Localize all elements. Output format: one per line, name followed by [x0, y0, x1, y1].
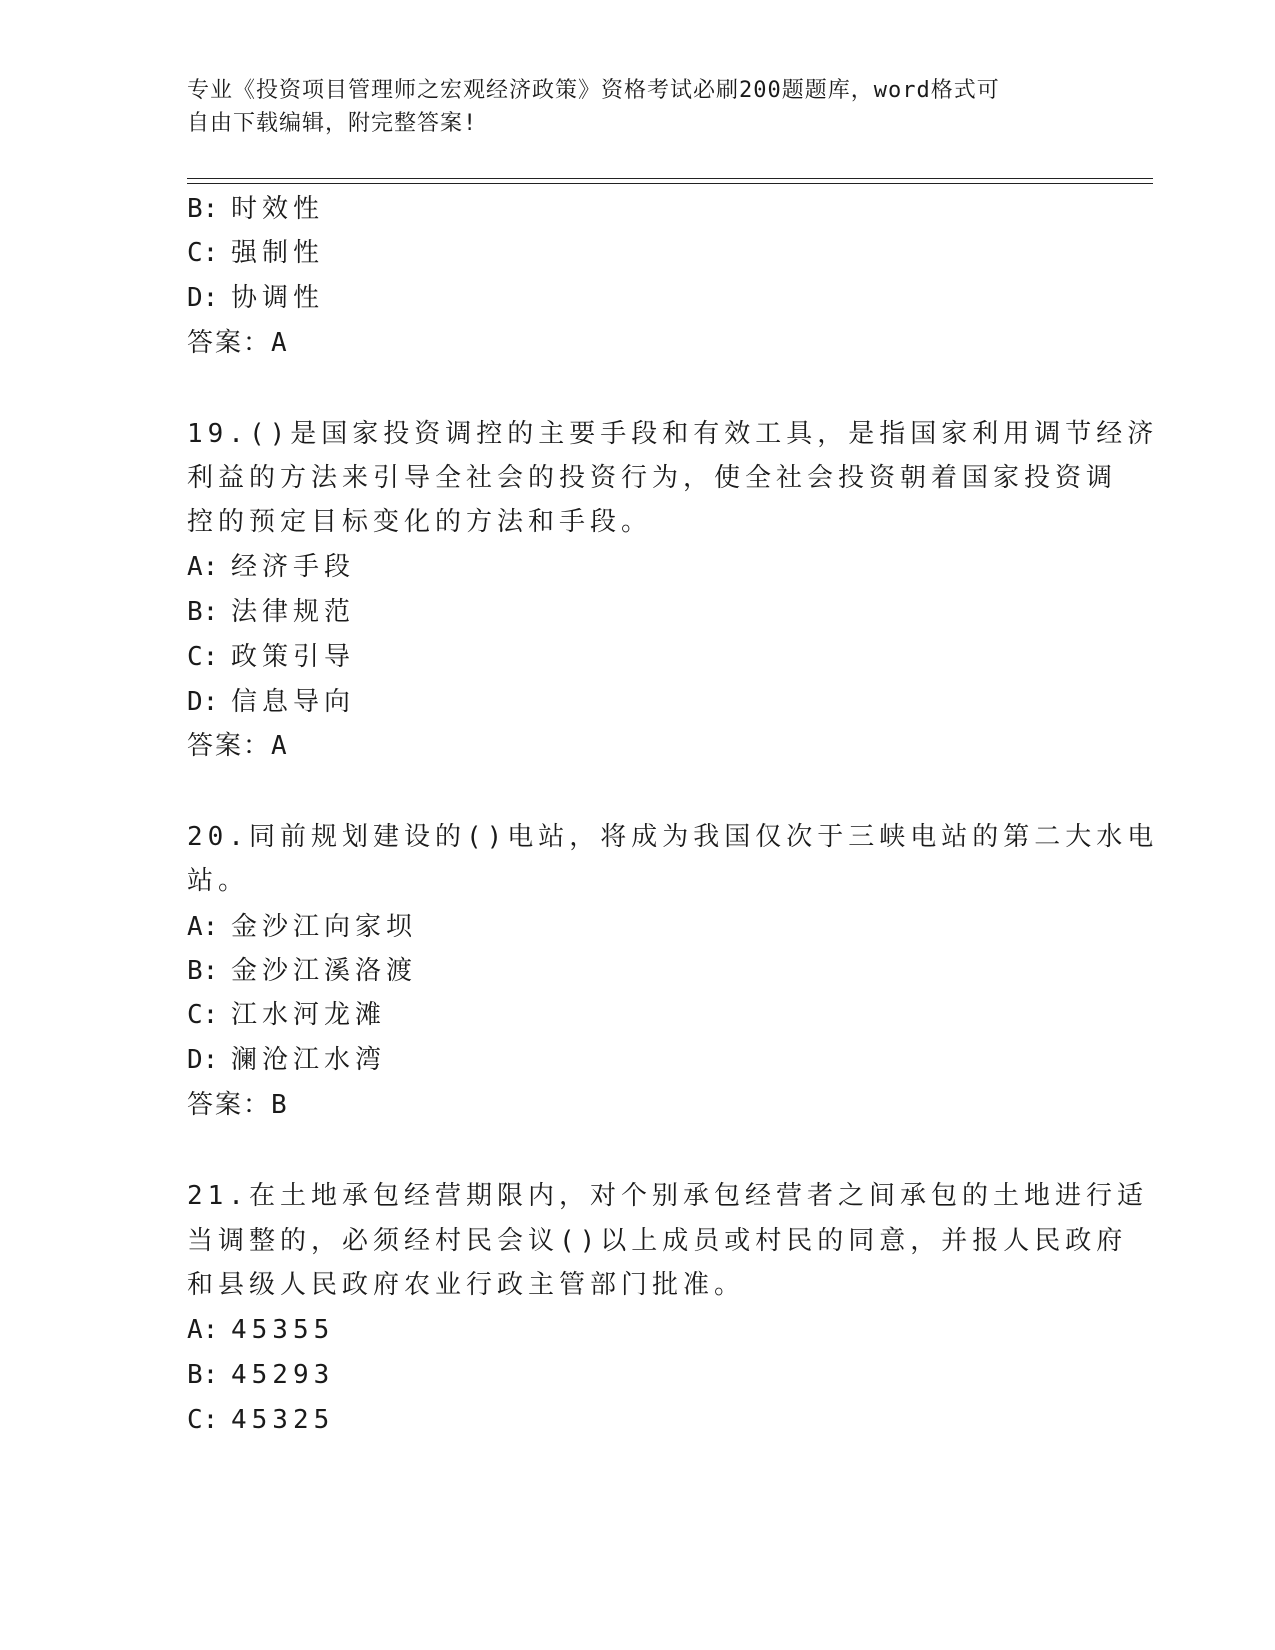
header-rule-bottom	[187, 183, 1153, 184]
q20-answer: 答案：B	[187, 1090, 289, 1120]
q21-option-a: A: 45355	[187, 1315, 335, 1345]
q19-text-line-3: 控的预定目标变化的方法和手段。	[187, 507, 653, 537]
q21-option-b: B: 45293	[187, 1360, 335, 1390]
q19-text-line-2: 利益的方法来引导全社会的投资行为，使全社会投资朝着国家投资调	[187, 463, 1118, 493]
q20-option-c: C: 江水河龙滩	[187, 1000, 387, 1030]
q19-answer: 答案：A	[187, 731, 289, 761]
q21-text-line-3: 和县级人民政府农业行政主管部门批准。	[187, 1270, 746, 1300]
q20-text-line-2: 站。	[187, 866, 250, 896]
q19-option-d: D: 信息导向	[187, 687, 356, 717]
q18-option-c: C: 强制性	[187, 238, 325, 268]
q18-option-d: D: 协调性	[187, 283, 325, 313]
q20-option-b: B: 金沙江溪洛渡	[187, 956, 418, 986]
q20-option-a: A: 金沙江向家坝	[187, 912, 418, 942]
q21-text-line-2: 当调整的，必须经村民会议()以上成员或村民的同意，并报人民政府	[187, 1226, 1128, 1256]
q18-answer: 答案：A	[187, 328, 289, 358]
header-rule-top	[187, 178, 1153, 179]
q19-option-c: C: 政策引导	[187, 642, 356, 672]
q18-option-b: B: 时效性	[187, 194, 325, 224]
header-line-2: 自由下载编辑，附完整答案!	[187, 111, 478, 136]
q19-option-b: B: 法律规范	[187, 597, 356, 627]
q21-option-c: C: 45325	[187, 1405, 335, 1435]
q19-text-line-1: 19.()是国家投资调控的主要手段和有效工具，是指国家利用调节经济	[187, 419, 1159, 449]
header-line-1: 专业《投资项目管理师之宏观经济政策》资格考试必刷200题题库，word格式可	[187, 78, 1000, 103]
q19-option-a: A: 经济手段	[187, 552, 356, 582]
page-header	[187, 74, 1087, 140]
q20-text-line-1: 20.同前规划建设的()电站，将成为我国仅次于三峡电站的第二大水电	[187, 822, 1159, 852]
q20-option-d: D: 澜沧江水湾	[187, 1045, 387, 1075]
q21-text-line-1: 21.在土地承包经营期限内，对个别承包经营者之间承包的土地进行适	[187, 1181, 1148, 1211]
